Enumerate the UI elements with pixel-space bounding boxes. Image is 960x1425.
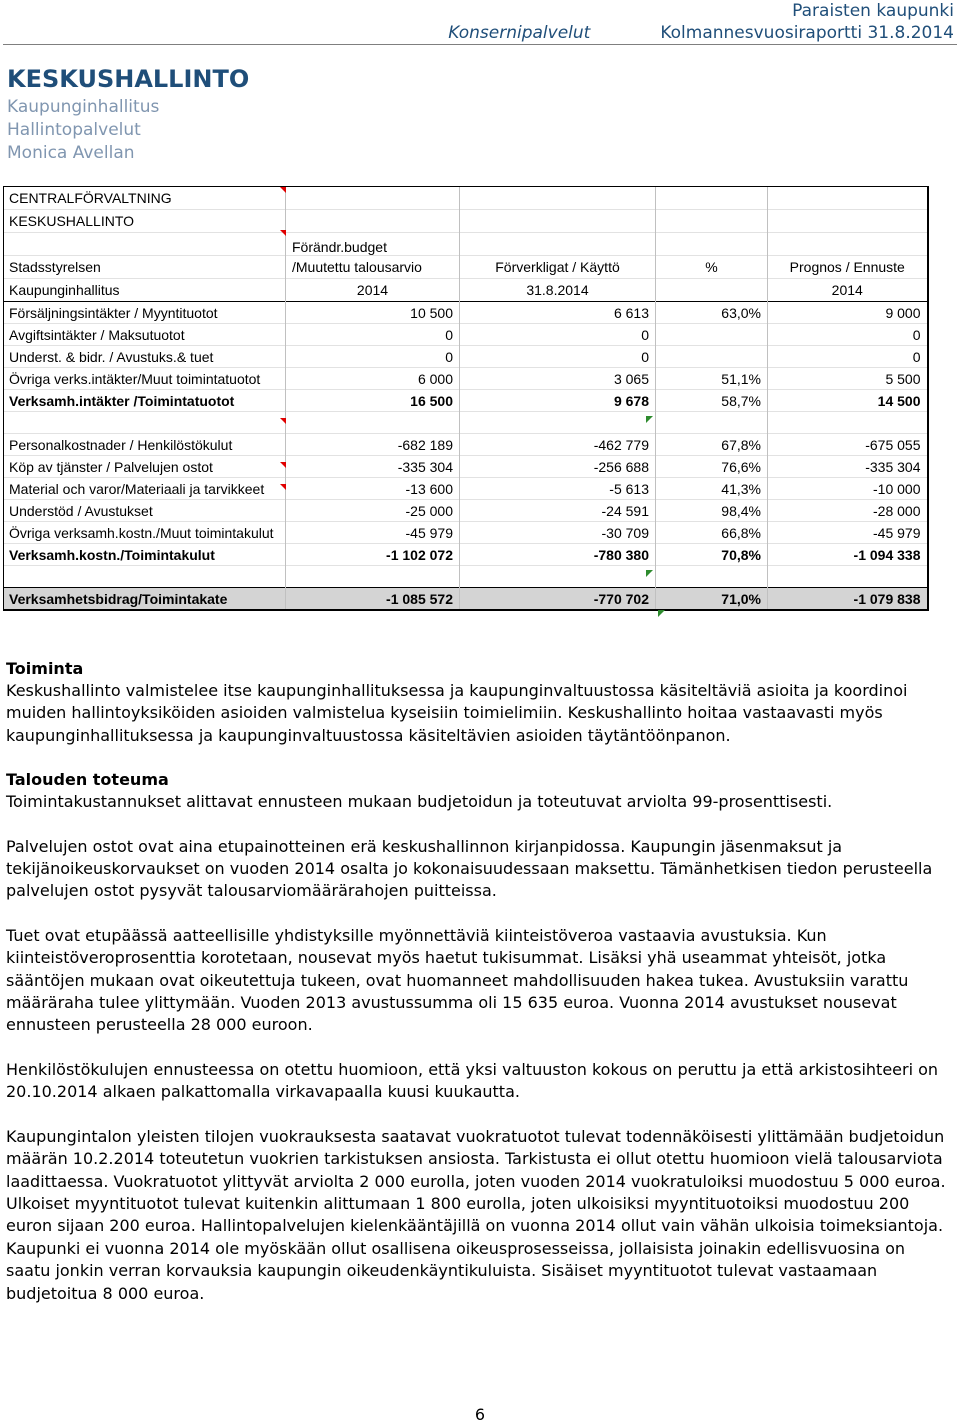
budget-cell: 6 000 (286, 368, 460, 390)
table-row (4, 324, 928, 346)
row-header-1: Stadsstyrelsen (4, 256, 286, 279)
unit-name-sv: CENTRALFÖRVALTNING (4, 187, 286, 210)
heading-operations: Toiminta (6, 659, 84, 678)
comment-marker (280, 418, 286, 424)
pct-cell (656, 324, 768, 346)
table-row (4, 456, 928, 478)
page-title: KESKUSHALLINTO (7, 65, 250, 93)
actual-cell: 3 065 (460, 368, 656, 390)
pct-cell: 98,4% (656, 500, 768, 522)
col-pct-header: % (656, 256, 768, 279)
forecast-cell: 0 (768, 324, 928, 346)
pct-cell: 58,7% (656, 390, 768, 412)
row-label: Underst. & bidr. / Avustuks.& tuet (4, 346, 286, 368)
row-label: Personalkostnader / Henkilöstökulut (4, 434, 286, 456)
budget-cell: -682 189 (286, 434, 460, 456)
pct-cell: 70,8% (656, 544, 768, 566)
pct-cell: 66,8% (656, 522, 768, 544)
subtitle-department: Hallintopalvelut (7, 120, 141, 140)
col-actual-date: 31.8.2014 (460, 279, 656, 302)
actual-cell: -780 380 (460, 544, 656, 566)
budget-cell: 16 500 (286, 390, 460, 412)
paragraph: Toimintakustannukset alittavat ennusteen mukaan budjetoidun ja toteutuvat arviolta 99-prosenttisesti. (6, 792, 833, 812)
cell-flag (646, 416, 653, 423)
forecast-cell: -675 055 (768, 434, 928, 456)
cell-flag (658, 610, 665, 617)
page-header (378, 0, 954, 44)
budget-cell: -25 000 (286, 500, 460, 522)
budget-cell: 0 (286, 324, 460, 346)
comment-marker (280, 462, 286, 468)
actual-cell: -5 613 (460, 478, 656, 500)
row-label: Understöd / Avustukset (4, 500, 286, 522)
row-label: Avgiftsintäkter / Maksutuotot (4, 324, 286, 346)
forecast-cell: 14 500 (768, 390, 928, 412)
pct-cell: 67,8% (656, 434, 768, 456)
row-header-2: Kaupunginhallitus (4, 279, 286, 302)
actual-cell: 0 (460, 346, 656, 368)
municipality-name: Paraisten kaupunki (792, 1, 954, 21)
table-row (4, 346, 928, 368)
page-number: 6 (474, 1405, 486, 1424)
table-row (4, 302, 928, 324)
income-total-row (4, 390, 928, 412)
budget-cell: -13 600 (286, 478, 460, 500)
actual-cell: 9 678 (460, 390, 656, 412)
row-label: Försäljningsintäkter / Myyntituotot (4, 302, 286, 324)
actual-cell: 0 (460, 324, 656, 346)
actual-cell: 6 613 (460, 302, 656, 324)
budget-cell: -1 085 572 (286, 588, 460, 611)
comment-marker (280, 230, 286, 236)
pct-cell: 41,3% (656, 478, 768, 500)
row-label: Köp av tjänster / Palvelujen ostot (4, 456, 286, 478)
col-budget-header-2: /Muutettu talousarvio (286, 256, 460, 279)
actual-cell: -30 709 (460, 522, 656, 544)
actual-cell: -462 779 (460, 434, 656, 456)
col-forecast-header: Prognos / Ennuste (768, 256, 928, 279)
budget-table (3, 186, 929, 611)
pct-cell: 76,6% (656, 456, 768, 478)
header-rule (3, 44, 957, 45)
forecast-cell: -1 094 338 (768, 544, 928, 566)
table-row (4, 478, 928, 500)
unit-name-fi: KESKUSHALLINTO (4, 210, 286, 233)
forecast-cell: -45 979 (768, 522, 928, 544)
report-name: Kolmannesvuosiraportti 31.8.2014 (660, 23, 954, 43)
forecast-cell: -28 000 (768, 500, 928, 522)
forecast-cell: -335 304 (768, 456, 928, 478)
body-text (6, 658, 954, 1327)
paragraph: Palvelujen ostot ovat aina etupainotteinen erä keskushallinnon kirjanpidossa. Kaupungin jäsenmaksut ja tekijänoikeuskorvaukset on vuoden 2014 osalta jo kokonaisuudessaan maksettu. Tämänhetkisen tiedon perusteella palvelujen ostot pysyvät talousarviomäärärahojen puitteissa. (6, 836, 933, 901)
budget-cell: -1 102 072 (286, 544, 460, 566)
row-label: Material och varor/Materiaali ja tarvikkeet (4, 478, 286, 500)
forecast-cell: -10 000 (768, 478, 928, 500)
grand-total-row (4, 588, 928, 611)
actual-cell: -770 702 (460, 588, 656, 611)
pct-cell: 51,1% (656, 368, 768, 390)
budget-cell: -335 304 (286, 456, 460, 478)
forecast-cell: 9 000 (768, 302, 928, 324)
forecast-cell: -1 079 838 (768, 588, 928, 611)
section-name: Konsernipalvelut (448, 23, 591, 43)
col-budget-header-1: Förändr.budget (286, 233, 460, 256)
budget-cell: -45 979 (286, 522, 460, 544)
budget-cell: 10 500 (286, 302, 460, 324)
table-row (4, 434, 928, 456)
pct-cell: 63,0% (656, 302, 768, 324)
comment-marker (280, 484, 286, 490)
col-actual-header: Förverkligat / Käyttö (460, 256, 656, 279)
costs-total-row (4, 544, 928, 566)
comment-marker (280, 187, 286, 193)
cell-flag (646, 570, 653, 577)
actual-cell: -24 591 (460, 500, 656, 522)
row-label: Övriga verksamh.kostn./Muut toimintakulut (4, 522, 286, 544)
table-row (4, 500, 928, 522)
col-forecast-year: 2014 (768, 279, 928, 302)
row-label: Övriga verks.intäkter/Muut toimintatuotot (4, 368, 286, 390)
budget-cell: 0 (286, 346, 460, 368)
heading-finance: Talouden toteuma (6, 770, 169, 790)
col-budget-year: 2014 (286, 279, 460, 302)
forecast-cell: 5 500 (768, 368, 928, 390)
paragraph: Henkilöstökulujen ennusteessa on otettu huomioon, että yksi valtuuston kokous on peruttu ja että arkistosihteeri on 20.10.2014 alkaen palkattomalla virkavapaalla kuusi kuukautta. (6, 1059, 939, 1102)
paragraph: Kaupungintalon yleisten tilojen vuokrauksesta saatavat vuokratuotot tulevat todennäköisesti ylittämään budjetoidun määrän 10.2.2014 toteutetun vuokrien tarkistuksen ansiosta. Tarkistusta ei ollut otettu huomioon vielä talousarviota laadittaessa. Vuokratuotot ylittyvät arviolta 2 000 eurolla, joten vuoden 2014 vuokratuloiksi muodostuu 5 000 euroa. Ulkoiset myyntituotot tulevat kuitenkin alittumaan 1 800 eurolla, joten ulkoisiksi myyntituotoiksi muodostuu 200 euron sijaan 200 euroa. Hallintopalvelujen kielenkääntäjillä on vuonna 2014 ollut vain vähän ulkoisia toimeksiantoja. Kaupunki ei vuonna 2014 ole myöskään ollut osallisena oikeusprosesseissa, jollaisista joinakin edellisvuosina on saatu jonkin verran korvauksia kaupungin oikeudenkäyntikuluista. Sisäiset myyntituotot tulevat vastaamaan budjetoitua 8 000 euroa. (6, 1126, 946, 1303)
row-label: Verksamh.kostn./Toimintakulut (4, 544, 286, 566)
subtitle-person: Monica Avellan (7, 143, 135, 163)
table-row (4, 522, 928, 544)
paragraph: Keskushallinto valmistelee itse kaupunginhallituksessa ja kaupunginvaltuustossa käsiteltäviä asioita ja koordinoi muiden hallintoyksiköiden asioiden valmistelua kyseisiin toimielimiin. Keskushallinto hoitaa vastaavasti myös kaupunginhallituksessa ja kaupunginvaltuustossa käsiteltävien asioiden täytäntöönpanon. (6, 681, 908, 745)
row-label: Verksamhetsbidrag/Toimintakate (4, 588, 286, 611)
pct-cell: 71,0% (656, 588, 768, 611)
forecast-cell: 0 (768, 346, 928, 368)
paragraph: Tuet ovat etupäässä aatteellisille yhdistyksille myönnettäviä kiinteistöveroa vastaavia avustuksia. Kun kiinteistöveroprosenttia korotetaan, nousevat myös haetut tukisummat. Lisäksi yhä useammat yhteisöt, jotka sääntöjen mukaan ovat oikeutettuja tukeen, ovat huomanneet mahdollisuuden hakea tukea. Avustuksiin varattu määräraha tulee ylittymään. Vuoden 2013 avustussumma oli 15 635 euroa. Vuonna 2014 avustukset nousevat ennusteen perusteella 28 000 euroon. (6, 925, 909, 1035)
subtitle-board: Kaupunginhallitus (7, 97, 160, 117)
pct-cell (656, 346, 768, 368)
row-label: Verksamh.intäkter /Toimintatuotot (4, 390, 286, 412)
table-row (4, 368, 928, 390)
title-block (7, 62, 249, 165)
actual-cell: -256 688 (460, 456, 656, 478)
